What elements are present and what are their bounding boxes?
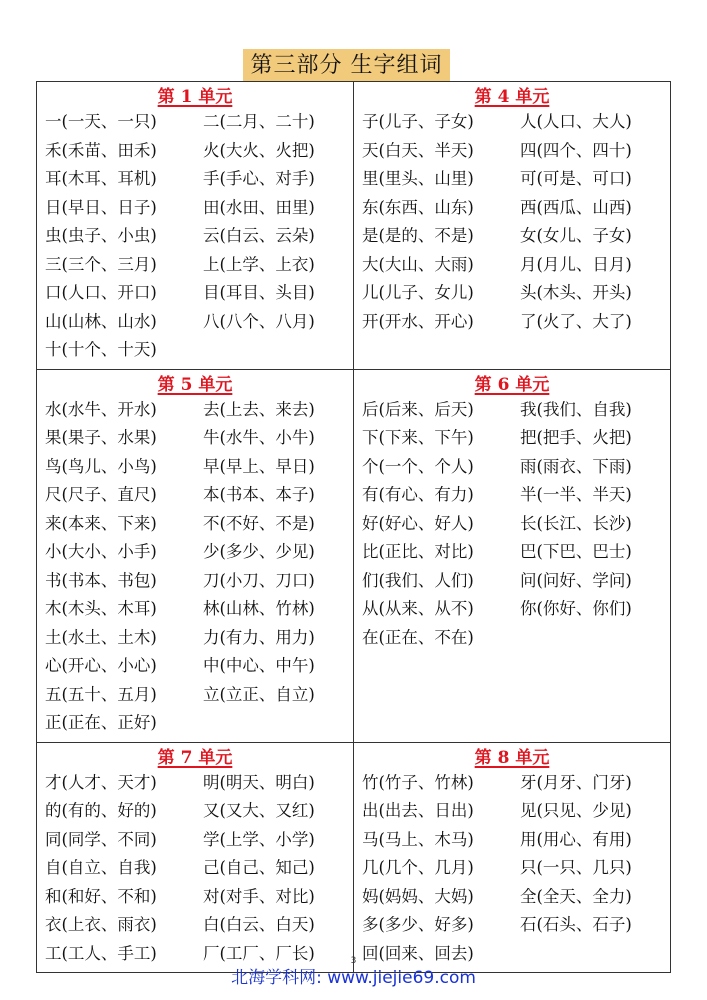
word-entry: 石(石头、石子): [520, 915, 632, 934]
word-entry: 正(正在、正好): [45, 713, 157, 732]
word-entry: 后(后来、后天): [362, 399, 474, 419]
word-entry: 白(白云、白天): [203, 915, 315, 934]
section-title: 第三部分 生字组词: [243, 49, 450, 82]
word-row: [45, 137, 353, 166]
unit-title: 第 5 单元: [157, 374, 233, 395]
word-row: [362, 424, 670, 453]
word-entry: 出(出去、日出): [362, 801, 474, 820]
word-entry: 西(西瓜、山西): [520, 197, 632, 217]
word-row: [45, 911, 353, 940]
word-entry: 大(大山、大雨): [362, 254, 474, 274]
word-row: [45, 453, 353, 482]
word-row: [45, 595, 353, 624]
word-entry: 用(用心、有用): [520, 829, 632, 849]
unit-title: 第 6 单元: [474, 374, 550, 395]
word-entry: 自(自立、自我): [45, 858, 157, 877]
word-row: [362, 624, 670, 653]
word-entry: 才(人才、天才): [45, 772, 157, 792]
word-row: [45, 481, 353, 510]
word-row: [362, 481, 670, 510]
word-entry: [520, 624, 670, 653]
word-row: [362, 769, 670, 798]
word-entry: 口(人口、开口): [45, 283, 157, 302]
word-entry: 子(儿子、子女): [362, 112, 474, 131]
word-entry: 不(不好、不是): [203, 513, 315, 533]
word-row: [362, 538, 670, 567]
word-entry: 火(大火、火把): [203, 140, 315, 160]
word-row: [362, 308, 670, 337]
word-entry: 牙(月牙、门牙): [520, 772, 632, 792]
word-entry: 女(女儿、子女): [520, 226, 632, 245]
word-entry: 回(回来、回去): [362, 943, 474, 963]
word-entry: 上(上学、上衣): [203, 254, 315, 274]
word-row: [362, 510, 670, 539]
word-row: [362, 595, 670, 624]
word-row: [362, 826, 670, 855]
word-row: [362, 797, 670, 826]
word-entry: 问(问好、学问): [520, 570, 632, 590]
word-entry: 雨(雨衣、下雨): [520, 456, 632, 476]
word-entry: 耳(木耳、耳机): [45, 169, 157, 188]
word-row: [362, 194, 670, 223]
word-entry: 可(可是、可口): [520, 169, 632, 188]
unit-4-cell: [354, 82, 671, 370]
unit-title: 第 7 单元: [157, 747, 233, 768]
word-row: [45, 165, 353, 194]
word-entry: 厂(工厂、厂长): [203, 943, 315, 963]
word-entry: 小(大小、小手): [45, 542, 157, 561]
word-entry: 从(从来、从不): [362, 599, 474, 618]
word-entry: 把(把手、火把): [520, 428, 632, 447]
word-entry: 马(马上、木马): [362, 829, 474, 849]
word-entry: 见(只见、少见): [520, 801, 632, 820]
word-entry: 了(火了、大了): [520, 311, 632, 331]
word-entry: [203, 709, 353, 738]
word-entry: 工(工人、手工): [45, 943, 157, 963]
word-row: [45, 308, 353, 337]
unit-1-cell: [37, 82, 354, 370]
word-row: [362, 396, 670, 425]
word-entry: 好(好心、好人): [362, 513, 474, 533]
word-row: [362, 251, 670, 280]
word-row: [45, 624, 353, 653]
word-entry: 的(有的、好的): [45, 801, 157, 820]
unit-title: 第 1 单元: [157, 87, 233, 107]
word-row: [362, 567, 670, 596]
word-entry: 来(本来、下来): [45, 513, 157, 533]
word-row: [45, 108, 353, 137]
word-entry: 衣(上衣、雨衣): [45, 915, 157, 934]
unit-5-cell: [37, 369, 354, 742]
unit-5-rows: [37, 396, 353, 742]
word-entry: 八(八个、八月): [203, 311, 315, 331]
vocabulary-table: [36, 81, 671, 973]
word-entry: 有(有心、有力): [362, 485, 474, 504]
word-entry: 刀(小刀、刀口): [203, 570, 315, 590]
word-entry: 四(四个、四十): [520, 140, 632, 160]
word-entry: 己(自己、知己): [203, 858, 315, 877]
word-entry: 我(我们、自我): [520, 399, 632, 419]
word-row: [45, 681, 353, 710]
word-entry: 比(正比、对比): [362, 542, 474, 561]
word-row: [45, 567, 353, 596]
word-entry: 一(一天、一只): [45, 112, 157, 131]
page-number: 3: [350, 956, 357, 966]
word-entry: 妈(妈妈、大妈): [362, 886, 474, 906]
word-row: [45, 336, 353, 365]
word-row: [362, 453, 670, 482]
unit-1-rows: [37, 108, 353, 369]
word-entry: 尺(尺子、直尺): [45, 485, 157, 504]
word-entry: 田(水田、田里): [203, 197, 315, 217]
word-row: [362, 883, 670, 912]
word-entry: 只(一只、几只): [520, 858, 632, 877]
word-entry: 下(下来、下午): [362, 428, 474, 447]
word-row: [45, 854, 353, 883]
unit-6-cell: [354, 369, 671, 742]
word-entry: 明(明天、明白): [203, 772, 315, 792]
word-row: [45, 510, 353, 539]
word-entry: 少(多少、少见): [203, 542, 315, 561]
word-entry: 同(同学、不同): [45, 829, 157, 849]
word-entry: 书(书本、书包): [45, 570, 157, 590]
unit-4-rows: [354, 108, 670, 340]
word-entry: 土(水土、土木): [45, 627, 157, 647]
word-row: [45, 709, 353, 738]
word-entry: 全(全天、全力): [520, 886, 632, 906]
word-row: [45, 424, 353, 453]
word-entry: 目(耳目、头目): [203, 283, 315, 302]
word-entry: 人(人口、大人): [520, 112, 632, 131]
word-entry: 早(早上、早日): [203, 456, 315, 476]
unit-8-cell: [354, 742, 671, 973]
word-entry: 水(水牛、开水): [45, 399, 157, 419]
word-entry: 心(开心、小心): [45, 656, 157, 675]
word-entry: 多(多少、好多): [362, 915, 474, 934]
word-row: [362, 165, 670, 194]
word-entry: 林(山林、竹林): [203, 599, 315, 618]
word-entry: 里(里头、山里): [362, 169, 474, 188]
unit-title: 第 8 单元: [474, 747, 550, 768]
word-entry: 和(和好、不和): [45, 886, 157, 906]
word-entry: 又(又大、又红): [203, 801, 315, 820]
word-row: [45, 538, 353, 567]
word-entry: [203, 336, 353, 365]
word-row: [362, 854, 670, 883]
word-entry: 学(上学、小学): [203, 829, 315, 849]
word-entry: 三(三个、三月): [45, 254, 157, 274]
word-entry: 中(中心、中午): [203, 656, 315, 675]
word-entry: 十(十个、十天): [45, 340, 157, 359]
word-row: [45, 396, 353, 425]
word-entry: 果(果子、水果): [45, 428, 157, 447]
word-row: [45, 797, 353, 826]
word-entry: 云(白云、云朵): [203, 226, 315, 245]
word-row: [45, 279, 353, 308]
unit-title: 第 4 单元: [474, 87, 550, 107]
word-entry: 木(木头、木耳): [45, 599, 157, 618]
word-row: [362, 222, 670, 251]
unit-6-rows: [354, 396, 670, 657]
word-entry: 几(几个、几月): [362, 858, 474, 877]
word-row: [45, 883, 353, 912]
word-row: [362, 108, 670, 137]
word-entry: 半(一半、半天): [520, 485, 632, 504]
word-row: [362, 279, 670, 308]
word-entry: 去(上去、来去): [203, 399, 315, 419]
word-entry: 山(山林、山水): [45, 311, 157, 331]
word-entry: 头(木头、开头): [520, 283, 632, 302]
word-entry: 东(东西、山东): [362, 197, 474, 217]
word-row: [362, 911, 670, 940]
word-row: [45, 222, 353, 251]
word-entry: 月(月儿、日月): [520, 254, 632, 274]
word-entry: 长(长江、长沙): [520, 513, 632, 533]
word-entry: 们(我们、人们): [362, 570, 474, 590]
word-row: [45, 826, 353, 855]
word-entry: 本(书本、本子): [203, 485, 315, 504]
word-row: [45, 652, 353, 681]
word-row: [45, 769, 353, 798]
word-entry: 鸟(鸟儿、小鸟): [45, 456, 157, 476]
word-entry: 竹(竹子、竹林): [362, 772, 474, 792]
word-entry: 五(五十、五月): [45, 684, 157, 704]
unit-7-cell: [37, 742, 354, 973]
word-entry: 二(二月、二十): [203, 112, 315, 131]
word-entry: 天(白天、半天): [362, 140, 474, 160]
word-entry: 个(一个、个人): [362, 456, 474, 476]
word-entry: 巴(下巴、巴士): [520, 542, 632, 561]
word-entry: 力(有力、用力): [203, 627, 315, 647]
word-entry: 在(正在、不在): [362, 627, 474, 647]
unit-8-rows: [354, 769, 670, 973]
word-row: [362, 137, 670, 166]
word-entry: 对(对手、对比): [203, 886, 315, 906]
word-row: [45, 194, 353, 223]
word-entry: 开(开水、开心): [362, 311, 474, 331]
unit-7-rows: [37, 769, 353, 973]
word-entry: 虫(虫子、小虫): [45, 226, 157, 245]
word-row: [45, 251, 353, 280]
word-entry: 手(手心、对手): [203, 169, 315, 188]
word-entry: 儿(儿子、女儿): [362, 283, 474, 302]
word-entry: 你(你好、你们): [520, 599, 632, 618]
word-entry: 日(早日、日子): [45, 197, 157, 217]
word-entry: 是(是的、不是): [362, 226, 474, 245]
word-entry: 牛(水牛、小牛): [203, 428, 315, 447]
footer-website: 北海学科网: www.jiejie69.com: [231, 968, 476, 988]
word-entry: 禾(禾苗、田禾): [45, 140, 157, 160]
word-entry: 立(立正、自立): [203, 684, 315, 704]
